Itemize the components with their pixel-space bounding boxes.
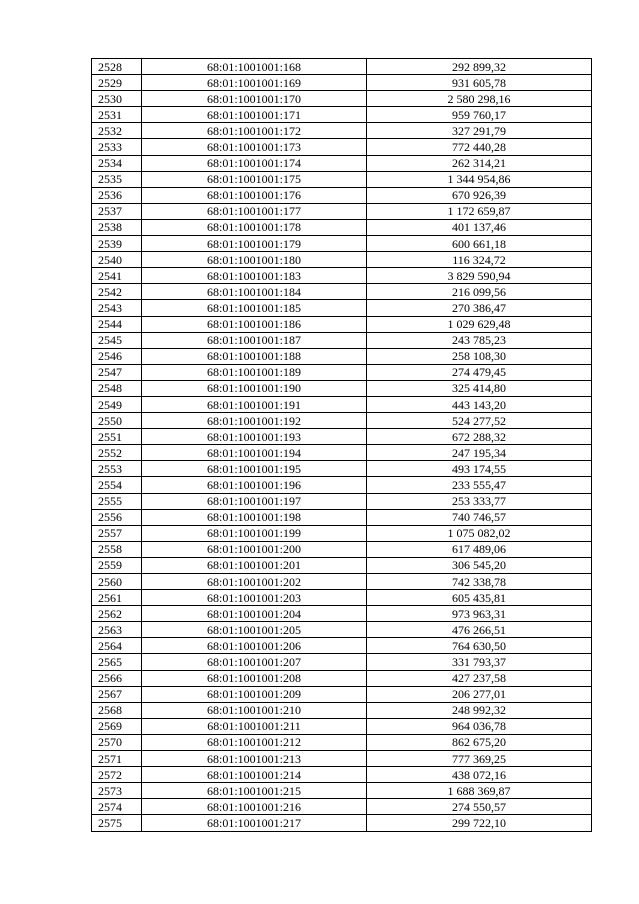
cadastral-number-cell: 68:01:1001001:188: [142, 348, 367, 364]
cadastral-value-cell: 116 324,72: [367, 252, 592, 268]
cadastral-number-cell: 68:01:1001001:213: [142, 751, 367, 767]
cadastral-value-cell: 3 829 590,94: [367, 268, 592, 284]
cadastral-number-cell: 68:01:1001001:192: [142, 413, 367, 429]
cadastral-number-cell: 68:01:1001001:217: [142, 815, 367, 831]
table-row: [92, 686, 592, 702]
table-row: [92, 59, 592, 75]
row-number-cell: 2541: [92, 268, 142, 284]
table-row: [92, 622, 592, 638]
cadastral-number-cell: 68:01:1001001:177: [142, 203, 367, 219]
table-row: [92, 236, 592, 252]
table-row: [92, 654, 592, 670]
cadastral-number-cell: 68:01:1001001:178: [142, 219, 367, 235]
table-row: [92, 316, 592, 332]
cadastral-value-cell: 964 036,78: [367, 718, 592, 734]
row-number-cell: 2536: [92, 187, 142, 203]
cadastral-value-cell: 438 072,16: [367, 767, 592, 783]
row-number-cell: 2544: [92, 316, 142, 332]
row-number-cell: 2535: [92, 171, 142, 187]
cadastral-value-cell: 742 338,78: [367, 574, 592, 590]
table-row: [92, 799, 592, 815]
cadastral-value-cell: 270 386,47: [367, 300, 592, 316]
cadastral-value-cell: 600 661,18: [367, 236, 592, 252]
cadastral-value-cell: 216 099,56: [367, 284, 592, 300]
cadastral-value-cell: 274 550,57: [367, 799, 592, 815]
cadastral-number-cell: 68:01:1001001:200: [142, 541, 367, 557]
cadastral-number-cell: 68:01:1001001:173: [142, 139, 367, 155]
cadastral-value-cell: 493 174,55: [367, 461, 592, 477]
cadastral-number-cell: 68:01:1001001:214: [142, 767, 367, 783]
cadastral-number-cell: 68:01:1001001:206: [142, 638, 367, 654]
cadastral-number-cell: 68:01:1001001:204: [142, 606, 367, 622]
table-row: [92, 734, 592, 750]
table-row: [92, 638, 592, 654]
cadastral-value-table: [91, 58, 592, 832]
cadastral-number-cell: 68:01:1001001:215: [142, 783, 367, 799]
row-number-cell: 2561: [92, 590, 142, 606]
cadastral-number-cell: 68:01:1001001:175: [142, 171, 367, 187]
row-number-cell: 2555: [92, 493, 142, 509]
cadastral-value-cell: 772 440,28: [367, 139, 592, 155]
cadastral-value-cell: 248 992,32: [367, 702, 592, 718]
cadastral-number-cell: 68:01:1001001:187: [142, 332, 367, 348]
row-number-cell: 2560: [92, 574, 142, 590]
row-number-cell: 2565: [92, 654, 142, 670]
cadastral-value-cell: 274 479,45: [367, 364, 592, 380]
table-row: [92, 332, 592, 348]
row-number-cell: 2563: [92, 622, 142, 638]
cadastral-value-cell: 1 075 082,02: [367, 525, 592, 541]
cadastral-number-cell: 68:01:1001001:212: [142, 734, 367, 750]
row-number-cell: 2567: [92, 686, 142, 702]
table-row: [92, 139, 592, 155]
cadastral-value-cell: 401 137,46: [367, 219, 592, 235]
row-number-cell: 2557: [92, 525, 142, 541]
table-row: [92, 461, 592, 477]
cadastral-value-cell: 764 630,50: [367, 638, 592, 654]
row-number-cell: 2528: [92, 59, 142, 75]
cadastral-number-cell: 68:01:1001001:190: [142, 380, 367, 396]
table-row: [92, 767, 592, 783]
table-row: [92, 574, 592, 590]
table-row: [92, 783, 592, 799]
row-number-cell: 2531: [92, 107, 142, 123]
cadastral-value-cell: 247 195,34: [367, 445, 592, 461]
row-number-cell: 2550: [92, 413, 142, 429]
row-number-cell: 2549: [92, 396, 142, 412]
cadastral-value-cell: 206 277,01: [367, 686, 592, 702]
row-number-cell: 2538: [92, 219, 142, 235]
row-number-cell: 2553: [92, 461, 142, 477]
cadastral-value-cell: 233 555,47: [367, 477, 592, 493]
row-number-cell: 2554: [92, 477, 142, 493]
cadastral-value-cell: 931 605,78: [367, 75, 592, 91]
table-row: [92, 364, 592, 380]
table-row: [92, 429, 592, 445]
cadastral-value-cell: 427 237,58: [367, 670, 592, 686]
table-row: [92, 702, 592, 718]
cadastral-number-cell: 68:01:1001001:196: [142, 477, 367, 493]
row-number-cell: 2537: [92, 203, 142, 219]
row-number-cell: 2562: [92, 606, 142, 622]
cadastral-number-cell: 68:01:1001001:184: [142, 284, 367, 300]
row-number-cell: 2571: [92, 751, 142, 767]
cadastral-number-cell: 68:01:1001001:207: [142, 654, 367, 670]
cadastral-value-cell: 777 369,25: [367, 751, 592, 767]
cadastral-number-cell: 68:01:1001001:199: [142, 525, 367, 541]
row-number-cell: 2556: [92, 509, 142, 525]
table-row: [92, 75, 592, 91]
row-number-cell: 2575: [92, 815, 142, 831]
table-row: [92, 123, 592, 139]
row-number-cell: 2542: [92, 284, 142, 300]
row-number-cell: 2570: [92, 734, 142, 750]
table-row: [92, 300, 592, 316]
cadastral-value-cell: 292 899,32: [367, 59, 592, 75]
cadastral-number-cell: 68:01:1001001:186: [142, 316, 367, 332]
cadastral-value-cell: 740 746,57: [367, 509, 592, 525]
cadastral-number-cell: 68:01:1001001:185: [142, 300, 367, 316]
row-number-cell: 2552: [92, 445, 142, 461]
table-row: [92, 380, 592, 396]
table-row: [92, 91, 592, 107]
table-body: [92, 59, 592, 832]
table-row: [92, 541, 592, 557]
cadastral-number-cell: 68:01:1001001:179: [142, 236, 367, 252]
table-row: [92, 590, 592, 606]
table-row: [92, 670, 592, 686]
row-number-cell: 2545: [92, 332, 142, 348]
table-row: [92, 445, 592, 461]
cadastral-number-cell: 68:01:1001001:209: [142, 686, 367, 702]
cadastral-value-cell: 331 793,37: [367, 654, 592, 670]
cadastral-number-cell: 68:01:1001001:201: [142, 557, 367, 573]
cadastral-number-cell: 68:01:1001001:183: [142, 268, 367, 284]
table-row: [92, 203, 592, 219]
table-row: [92, 606, 592, 622]
cadastral-value-cell: 1 029 629,48: [367, 316, 592, 332]
cadastral-number-cell: 68:01:1001001:170: [142, 91, 367, 107]
table-row: [92, 815, 592, 831]
row-number-cell: 2548: [92, 380, 142, 396]
table-row: [92, 413, 592, 429]
cadastral-value-cell: 973 963,31: [367, 606, 592, 622]
cadastral-value-cell: 327 291,79: [367, 123, 592, 139]
table-row: [92, 718, 592, 734]
row-number-cell: 2568: [92, 702, 142, 718]
cadastral-number-cell: 68:01:1001001:203: [142, 590, 367, 606]
table-row: [92, 107, 592, 123]
cadastral-number-cell: 68:01:1001001:216: [142, 799, 367, 815]
table-row: [92, 187, 592, 203]
cadastral-number-cell: 68:01:1001001:208: [142, 670, 367, 686]
row-number-cell: 2558: [92, 541, 142, 557]
cadastral-value-cell: 243 785,23: [367, 332, 592, 348]
row-number-cell: 2564: [92, 638, 142, 654]
cadastral-number-cell: 68:01:1001001:198: [142, 509, 367, 525]
cadastral-value-cell: 1 172 659,87: [367, 203, 592, 219]
cadastral-value-cell: 524 277,52: [367, 413, 592, 429]
row-number-cell: 2532: [92, 123, 142, 139]
cadastral-number-cell: 68:01:1001001:171: [142, 107, 367, 123]
cadastral-number-cell: 68:01:1001001:168: [142, 59, 367, 75]
table-row: [92, 171, 592, 187]
cadastral-value-cell: 959 760,17: [367, 107, 592, 123]
row-number-cell: 2530: [92, 91, 142, 107]
row-number-cell: 2573: [92, 783, 142, 799]
cadastral-value-cell: 672 288,32: [367, 429, 592, 445]
cadastral-value-cell: 299 722,10: [367, 815, 592, 831]
cadastral-value-cell: 253 333,77: [367, 493, 592, 509]
row-number-cell: 2540: [92, 252, 142, 268]
table-row: [92, 751, 592, 767]
row-number-cell: 2543: [92, 300, 142, 316]
cadastral-number-cell: 68:01:1001001:210: [142, 702, 367, 718]
table-row: [92, 525, 592, 541]
cadastral-number-cell: 68:01:1001001:176: [142, 187, 367, 203]
cadastral-number-cell: 68:01:1001001:211: [142, 718, 367, 734]
cadastral-value-cell: 2 580 298,16: [367, 91, 592, 107]
cadastral-value-cell: 1 344 954,86: [367, 171, 592, 187]
cadastral-number-cell: 68:01:1001001:194: [142, 445, 367, 461]
table-row: [92, 284, 592, 300]
table-row: [92, 155, 592, 171]
cadastral-value-cell: 262 314,21: [367, 155, 592, 171]
row-number-cell: 2572: [92, 767, 142, 783]
row-number-cell: 2534: [92, 155, 142, 171]
row-number-cell: 2574: [92, 799, 142, 815]
table-row: [92, 509, 592, 525]
row-number-cell: 2551: [92, 429, 142, 445]
row-number-cell: 2559: [92, 557, 142, 573]
row-number-cell: 2569: [92, 718, 142, 734]
table-row: [92, 268, 592, 284]
cadastral-number-cell: 68:01:1001001:180: [142, 252, 367, 268]
cadastral-number-cell: 68:01:1001001:169: [142, 75, 367, 91]
cadastral-value-cell: 476 266,51: [367, 622, 592, 638]
cadastral-number-cell: 68:01:1001001:174: [142, 155, 367, 171]
cadastral-value-cell: 306 545,20: [367, 557, 592, 573]
cadastral-value-cell: 258 108,30: [367, 348, 592, 364]
cadastral-number-cell: 68:01:1001001:205: [142, 622, 367, 638]
cadastral-value-cell: 605 435,81: [367, 590, 592, 606]
row-number-cell: 2546: [92, 348, 142, 364]
table-row: [92, 348, 592, 364]
table-row: [92, 219, 592, 235]
row-number-cell: 2539: [92, 236, 142, 252]
cadastral-number-cell: 68:01:1001001:189: [142, 364, 367, 380]
cadastral-value-cell: 617 489,06: [367, 541, 592, 557]
table-row: [92, 252, 592, 268]
cadastral-value-cell: 443 143,20: [367, 396, 592, 412]
cadastral-value-cell: 325 414,80: [367, 380, 592, 396]
table-row: [92, 493, 592, 509]
row-number-cell: 2533: [92, 139, 142, 155]
cadastral-value-cell: 670 926,39: [367, 187, 592, 203]
cadastral-number-cell: 68:01:1001001:191: [142, 396, 367, 412]
cadastral-number-cell: 68:01:1001001:193: [142, 429, 367, 445]
cadastral-value-cell: 1 688 369,87: [367, 783, 592, 799]
cadastral-number-cell: 68:01:1001001:172: [142, 123, 367, 139]
table-row: [92, 477, 592, 493]
table-row: [92, 557, 592, 573]
row-number-cell: 2566: [92, 670, 142, 686]
cadastral-number-cell: 68:01:1001001:197: [142, 493, 367, 509]
table-row: [92, 396, 592, 412]
row-number-cell: 2547: [92, 364, 142, 380]
row-number-cell: 2529: [92, 75, 142, 91]
cadastral-value-cell: 862 675,20: [367, 734, 592, 750]
cadastral-number-cell: 68:01:1001001:195: [142, 461, 367, 477]
cadastral-number-cell: 68:01:1001001:202: [142, 574, 367, 590]
